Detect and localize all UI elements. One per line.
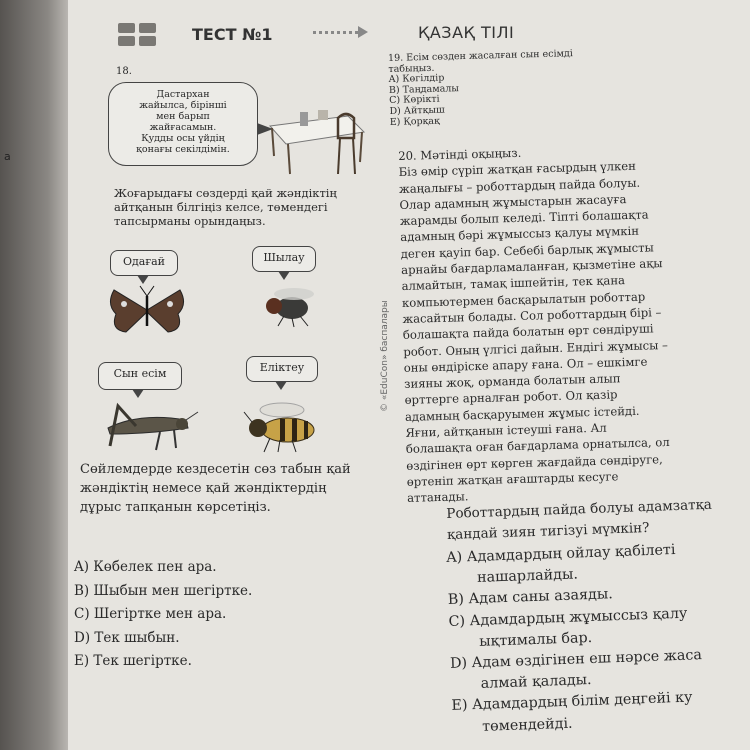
page-header: [68, 15, 750, 55]
q20-line: өрттерге арналған робот. Ол қазір: [404, 387, 618, 408]
q20-line: өздігінен өрт көрген жағдайда сөндіруге,: [406, 451, 663, 473]
q18-task-line: айтқанын білгіңіз келсе, төмендегі: [114, 200, 328, 214]
q20-option-d[interactable]: D) Адам өздігінен еш нәрсе жаса: [449, 647, 703, 672]
q20-line: зияны жоқ, орманда болатын алып: [403, 371, 621, 392]
q20-text: [398, 141, 672, 506]
q20-option-a[interactable]: A) Адамдардың ойлау қабілеті: [446, 542, 676, 566]
q18-option-d[interactable]: D) Тек шыбын.: [74, 629, 180, 646]
q18-option-b[interactable]: B) Шыбын мен шегіртке.: [74, 582, 253, 599]
fly-image: [254, 280, 320, 328]
q20-option-a-cont: нашарлайды.: [476, 566, 579, 587]
q20-line: жасайтын болады. Сол роботтардың бірі –: [402, 305, 662, 326]
q18-question-line: жәндіктің немесе қай жәндіктердің: [80, 481, 327, 496]
q20-line: деген қауіп бар. Себебі барлық жұмысты: [400, 240, 654, 261]
dining-table-image: [258, 98, 368, 178]
label-odagai: Одағай: [110, 250, 178, 276]
bubble-line: жайылса, бірінші: [139, 100, 227, 111]
label-eliktey: Еліктеу: [246, 356, 318, 382]
q19-prompt: табыңыз.: [388, 62, 435, 75]
q20-line: жарамды болып келеді. Тіпті болашақта: [399, 207, 649, 229]
q20-option-e-cont: төмендейді.: [481, 715, 573, 735]
butterfly-image: [106, 284, 188, 336]
q20-line: компьютермен басқарылатын роботтар: [401, 289, 646, 310]
bubble-line: мен барып: [156, 111, 210, 122]
q20-line: адамның басқаруымен жұмыс істейді.: [404, 403, 640, 424]
q20-line: аттанады.: [406, 489, 469, 506]
label-syn-esim: Сын есім: [98, 362, 182, 390]
q20-question-line: қандай зиян тигізуі мүмкін?: [446, 519, 650, 543]
q20-line: Олар адамның жұмыстарын жасауға: [399, 191, 627, 212]
q20-line: адамның бәрі жұмыссыз қалуы мүмкін: [400, 224, 640, 245]
q20-option-e[interactable]: E) Адамдардың білім деңгейі ку: [451, 689, 693, 715]
q18-option-c[interactable]: C) Шегіртке мен ара.: [74, 606, 227, 622]
q18-question-line: Сөйлемдерде кездесетін сөз табын қай: [80, 462, 351, 477]
bubble-line: Дастархан: [156, 89, 210, 100]
bubble-line: Қудды осы үйдің: [141, 133, 225, 144]
q20-line: оны өндіріске апару ғана. Ол – ешкімге: [403, 354, 648, 375]
q20-line: болашақта оған бағдарлама орнатылса, ол: [405, 435, 670, 457]
q20-option-c-cont: ықтималы бар.: [479, 629, 593, 650]
q18-number: 18.: [116, 66, 132, 77]
q20-option-d-cont: алмай қалады.: [480, 672, 592, 693]
q18-options: [74, 556, 252, 674]
q20-options: [446, 539, 704, 739]
q19-option-a[interactable]: A) Көгілдір: [388, 72, 445, 86]
q19-option-b[interactable]: B) Таңдамалы: [388, 82, 460, 96]
q18-question: [80, 460, 351, 517]
q20-line: Яғни, айтқанын істеуші ғана. Ал: [405, 420, 607, 440]
q20-line: 20. Мәтінді оқыңыз.: [398, 145, 522, 163]
publisher-watermark: © «EduCon» баспалары: [380, 300, 390, 412]
test-title: ТЕСТ №1: [192, 25, 273, 44]
q18-task-line: тапсырманы орындаңыз.: [114, 214, 266, 228]
grasshopper-image: [90, 398, 200, 454]
test-page: [68, 0, 750, 750]
publisher-logo-icon: [118, 23, 158, 47]
bee-image: [240, 394, 326, 454]
adjacent-page-edge: [0, 0, 68, 750]
q20-line: Біз өмір сүріп жатқан ғасырдың үлкен: [398, 159, 637, 180]
arrow-icon: [313, 31, 358, 40]
q18-option-e[interactable]: E) Тек шегіртке.: [74, 653, 192, 669]
q20-option-b[interactable]: B) Адам саны азаяды.: [447, 586, 614, 609]
label-shylau: Шылау: [252, 246, 316, 272]
q20-option-c[interactable]: C) Адамдардың жұмыссыз қалу: [448, 605, 688, 630]
q20-line: жаңалығы – роботтардың пайда болуы.: [398, 175, 641, 196]
q18-question-line: дұрыс тапқанын көрсетіңіз.: [80, 500, 271, 515]
q19-option-c[interactable]: C) Көрікті: [389, 94, 440, 107]
bubble-line: жайғасамын.: [149, 122, 217, 133]
q19-option-d[interactable]: D) Айтқыш: [389, 104, 445, 117]
q20-line: робот. Оның үлгісі дайын. Ендігі жұмысы –: [403, 337, 669, 359]
q18-speech-bubble: [108, 82, 258, 166]
q20-question-line: Роботтардың пайда болуы адамзатқа: [446, 496, 713, 522]
q20-line: алмайтын, тамақ ішпейтін, тек қана: [401, 273, 626, 294]
subject-title: ҚАЗАҚ ТІЛІ: [418, 23, 515, 42]
q19-block: [388, 49, 575, 128]
q18-option-a[interactable]: A) Көбелек пен ара.: [74, 559, 217, 575]
q20-line: өртеніп жатқан ағаштарды кесуге: [406, 469, 619, 489]
q20-question: [446, 495, 713, 546]
adjacent-page-mark: a: [4, 150, 11, 163]
q19-prompt: 19. Есім сөзден жасалған сын есімді: [387, 48, 573, 64]
q20-line: арнайы бағдарламаланған, қызметіне ақы: [401, 256, 663, 278]
bubble-line: қонағы секілдімін.: [136, 144, 230, 155]
q18-task-line: Жоғарыдағы сөздерді қай жәндіктің: [114, 186, 337, 200]
q19-option-e[interactable]: E) Қорқақ: [389, 115, 440, 128]
q20-line: болашақта пайда болатын өрт сөндіруші: [402, 321, 654, 343]
